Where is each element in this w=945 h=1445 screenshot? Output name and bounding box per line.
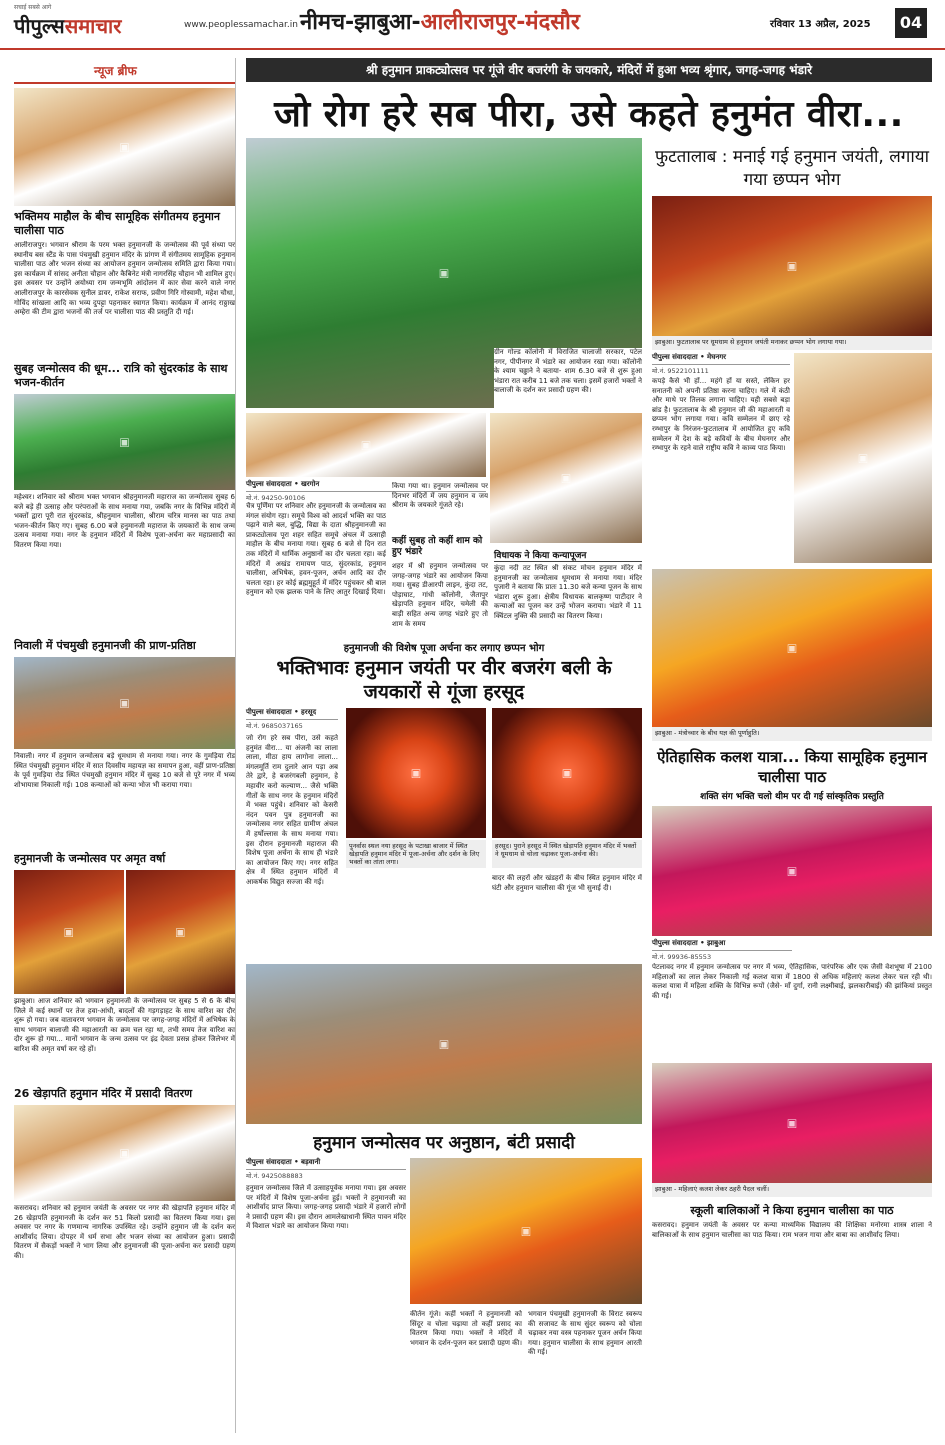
kalash-subhead: शक्ति संग भक्ति चलो थीम पर दी गई सांस्कृतिक प्रस्तुति bbox=[700, 792, 884, 802]
prasadi-photo bbox=[14, 1105, 235, 1201]
harsud-mobile: मो.नं. 9685037165 bbox=[246, 722, 303, 730]
brief1-headline: भक्तिमय माहौल के बीच सामूहिक संगीतमय हनुमान चालीसा पाठ bbox=[14, 210, 221, 237]
photo-icon: ▣ bbox=[119, 1146, 130, 1160]
kalash-headline: ऐतिहासिक कलश यात्रा... किया सामूहिक हनुमान चालीसा पाठ bbox=[657, 748, 927, 786]
photo-icon: ▣ bbox=[520, 1224, 532, 1238]
photo-icon: ▣ bbox=[175, 925, 186, 939]
bhajan-photo bbox=[14, 88, 235, 206]
edition-title-part1: नीमच-झाबुआ- bbox=[300, 10, 421, 35]
logo-block bbox=[14, 4, 298, 46]
temple-photo-1 bbox=[14, 870, 124, 994]
kalash-body: पेटलावद नगर में हनुमान जन्मोत्सव पर नगर में भव्य, ऐतिहासिक, पारंपरिक और एक जैसी वेशभूषा में 2100 महिलाओं का लाल लेकर निकाली गई कलश यात्रा में 1800 से अधिक महिलाएं कलश लेकर चल रही थी। कलश यात्रा में महिला शक्ति के विभिन्न रूपों (जैसे- माँ दुर्गा, रानी लक्ष्मीबाई, झलकारीबाई) की झांकियां प्रस्तुत की गई। bbox=[652, 963, 932, 1000]
kalash-reporter: पीपुल्स संवाददाता • झाबुआ bbox=[652, 939, 792, 951]
harsud-reporter: पीपुल्स संवाददाता • हरसूद bbox=[246, 708, 338, 720]
chappan-bhog-photo bbox=[652, 196, 932, 336]
issue-date: रविवार 13 अप्रैल, 2025 bbox=[770, 19, 871, 30]
anushthan-photo bbox=[410, 1158, 642, 1304]
harsud-extra: बादर की लहरों और खंडहरों के बीच स्थित हनुमान मंदिर में घंटी और हनुमान चालीसा की गूंज भी सुनाई दी। bbox=[492, 874, 642, 892]
logo-tagline: सचाई सबसे आगे bbox=[14, 4, 52, 11]
photo-icon: ▣ bbox=[438, 266, 450, 280]
futtalab-reporter: पीपुल्स संवाददाता • मेघनगर bbox=[652, 353, 790, 365]
pran-pratishtha-photo bbox=[14, 657, 235, 749]
sundarkand-photo bbox=[14, 394, 235, 490]
barwani-col3: भगवान पंचमुखी हनुमानजी के विराट स्वरूप की सजावट के साथ सुंदर स्वरूप को चोला चढ़ाकर नया वस्त्र पहनाकर पूजन अर्चन किया गया। हनुमान चालीसा के साथ हनुमान आरती की गई। bbox=[528, 1310, 642, 1357]
barwani-mobile: मो.नं. 9425088883 bbox=[246, 1172, 303, 1180]
photo-icon: ▣ bbox=[410, 766, 422, 780]
futtalab-caption: झाबुआ। फुटतालाब पर धूमधाम से हनुमान जयंती मनाकर छप्पन भोग लगाया गया। bbox=[652, 336, 932, 350]
brief4-photos bbox=[14, 870, 235, 994]
photo-icon: ▣ bbox=[786, 1116, 798, 1130]
photo-icon: ▣ bbox=[119, 435, 130, 449]
brief2-body: महेश्वर। शनिवार को श्रीराम भक्त भगवान श्रीहनुमानजी महाराज का जन्मोत्सव सुबह 6 बजे बड़े ही उत्साह और परंपराओं के साथ मनाया गया, जबकि नगर के विभिन्न मंदिरों में भक्तों द्वारा पूरी रात सुंदरकांड, श्रीहनुमान चालीसा, श्रीराम चरित्र मानस का पाठ तथा भजन-कीर्तन किए गए। सुबह 6.00 बजे हनुमानजी महाराज के जयकारों के साथ जन्म उत्सव मनाया गया। नगर के हनुमान मंदिरों में विशेष पूजा-अर्चना कर महाप्रसादी का वितरण किया गया। bbox=[14, 493, 235, 549]
brief5-headline: 26 खेड़ापति हनुमान मंदिर में प्रसादी वितरण bbox=[14, 1087, 193, 1100]
harsud-byline bbox=[246, 708, 338, 730]
barwani-headline: हनुमान जन्मोत्सव पर अनुष्ठान, बंटी प्रसादी bbox=[313, 1133, 575, 1153]
harsud-caption-1: पुनर्वास स्थल नया हरसूद के पटाखा बाजार में स्थित खेड़ापति हनुमान मंदिर में पूजा-अर्चना और दर्शन के लिए भक्तों का तांता लगा। bbox=[346, 840, 486, 868]
futtalab-col1 bbox=[652, 353, 790, 563]
edition-title bbox=[300, 6, 580, 36]
brief3-body: निवाली। नगर में हनुमान जन्मोत्सव बड़े धूमधाम से मनाया गया। नगर के गुमड़िया रोड स्थित पंचमुखी हनुमान मंदिर में सात दिवसीय महायज्ञ का समापन हुआ, वहीं प्राण-प्रतिष्ठा के पूर्व गुमड़िया रोड स्थित पंचमुखी हनुमान मंदिर में सुबह 10 बजे से पूरे नगर में भव्य शोभायात्रा निकाली गई। 108 कन्याओं को कन्या भोज भी कराया गया। bbox=[14, 752, 235, 789]
vidhayak-box bbox=[494, 548, 642, 642]
barwani-col2: कीर्तन गूंजे। कहीं भक्तों ने हनुमानजी को सिंदूर व चोला चढ़ाया तो कहीं प्रसाद का वितरण किया गया। भक्तों ने मंदिरों में भगवान के दर्शन-पूजन कर प्रसादी ग्रहण की। bbox=[410, 1310, 522, 1347]
yajna-photo bbox=[652, 569, 932, 727]
green-gold-body: ग्रीन गोल्ड कॉलोनी में विराजित चालाजी सरकार, पटेल नगर, पीपीनगर में भंडारे का आयोजन रखा गया। कॉलोनी के श्याम चढ्ढाने ने बताया- शाम 6.30 बजे से शुरू हुआ भंडारा रात करीब 11 बजे तक चला। इसमें हजारों भक्तों ने बालाजी के दर्शन कर प्रसादी ग्रहण की। bbox=[494, 348, 642, 412]
photo-icon: ▣ bbox=[63, 925, 74, 939]
harsud-kicker: हनुमानजी की विशेष पूजा अर्चना कर लगाए छप्पन भोग bbox=[343, 643, 545, 654]
devotees-photo bbox=[246, 413, 486, 477]
vidhayak-headline: विधायक ने किया कन्यापूजन bbox=[494, 548, 642, 562]
kavi-sammelan-photo bbox=[794, 353, 932, 563]
barwani-reporter: पीपुल्स संवाददाता • बड़वानी bbox=[246, 1158, 406, 1170]
site-url: www.peoplessamachar.in bbox=[184, 20, 298, 30]
barwani-photo bbox=[246, 964, 642, 1124]
khargone-body: चैत्र पूर्णिमा पर शनिवार और हनुमानजी के जन्मोत्सव का मंगल संयोग रहा। समूचे विश्व को आदर्श भक्ति का पाठ पढ़ाने वाले बल, बुद्धि, विद्या के दाता श्रीहनुमानजी का प्राकट्योत्सव पूरा शहर सहित समूचे अंचल में उत्साही माहौल के बीच मनाया गया। सुबह 6 बजे से दिन रात तक मंदिरों में धार्मिक अनुष्ठानों का दौर चलता रहा। कई मंदिरों में अखंड रामायण पाठ, सुंदरकांड, हनुमान चालीसा, अभिषेक, हवन-पूजन, अर्चन आदि का दौर चलता रहा। हर कोई ब्रह्ममुहूर्त में मंदिर पहुंचकर श्री बाल हनुमान को एक झलक पाने के लिए आतुर दिखाई दिया। bbox=[246, 502, 386, 597]
news-brief-column bbox=[14, 58, 236, 1433]
brief3-headline: निवाली में पंचमुखी हनुमानजी की प्राण-प्रतिष्ठा bbox=[14, 639, 196, 652]
brief4-body: झाबुआ। आज शनिवार को भगवान हनुमानजी के जन्मोत्सव पर सुबह 5 से 6 के बीच जिले में कई स्थानों पर तेज हवा-आंधी, बादलों की गड़गड़ाहट के साथ वारिश का दौर शुरू हो गया। जब वातावरण भगवान के जन्मोत्सव पर जगह-जगह मंदिरों में अभिषेक के साथ भगवान बालाजी की महाआरती का क्रम चल रहा था, तभी समय तेज वारिश का दौर शुरू हो गया... मानों भगवान के जन्म उत्सव पर इंद्र देवता प्रसन्न होकर जिलेभर में बारिश की अमृत वर्षा कर रहे हों। bbox=[14, 997, 235, 1053]
right-column bbox=[652, 146, 932, 1281]
futtalab-mobile: मो.नं. 9522101111 bbox=[652, 367, 709, 375]
harsud-idol-photo-2 bbox=[492, 708, 642, 838]
photo-icon: ▣ bbox=[786, 864, 798, 878]
kalash-yatra-photo bbox=[652, 806, 932, 936]
women-caption: झाबुआ - महिलाएं कलश लेकर ठहरी पैदल चलीं। bbox=[652, 1183, 932, 1197]
khargone-mobile: मो.नं. 94250-90106 bbox=[246, 494, 306, 502]
school-headline: स्कूली बालिकाओं ने किया हनुमान चालीसा का पाठ bbox=[690, 1204, 894, 1217]
kanya-pujan-photo bbox=[490, 413, 642, 543]
news-brief-label: न्यूज ब्रीफ bbox=[94, 64, 137, 78]
brief1-body: आलीराजपुर। भगवान श्रीराम के परम भक्त हनुमानजी के जन्मोत्सव की पूर्व संध्या पर स्थानीय बस स्टैंड के पास पंचमुखी हनुमान मंदिर के प्रांगण में संगीतमय सामूहिक हनुमान चालीसा पाठ और भजन संध्या का आयोजन हनुमान जन्मोत्सव समिति द्वारा किया गया। इस कार्यक्रम में सांसद अनीता चौहान और कैबिनेट मंत्री नागरसिंह चौहान भी शामिल हुए। इस अवसर पर उन्होंने अयोध्या राम जन्मभूमि आंदोलन में कार सेवा करने वाले नगर आलीराजपुर के कारसेवक सुनील डावर, राकेश सराफ, प्रवीण गिरि गोस्वामी, महेश चौधा, गोविंद सांखला आदि का भव्य दुपट्टा पहनाकर स्वागत किया। कार्यक्रम में आनंद राठ्ठाख अम्हेरा की टीम द्वारा भजनों की तर्ज पर चालीसा पाठ की प्रस्तुति दी गई। bbox=[14, 241, 235, 317]
harsud-idol-photo-1 bbox=[346, 708, 486, 838]
brief2-headline: सुबह जन्मोत्सव की धूम... रात्रि को सुंदरकांड के साथ भजन-कीर्तन bbox=[14, 362, 228, 389]
women-kalash-photo bbox=[652, 1063, 932, 1183]
bhandara-subhead: कहीं सुबह तो कहीं शाम को हुए भंडारे bbox=[392, 536, 483, 557]
photo-icon: ▣ bbox=[438, 1037, 450, 1051]
kalash-byline bbox=[652, 939, 792, 961]
bhandara-body: शहर में श्री हनुमान जन्मोत्सव पर जगह-जगह भंडारे का आयोजन किया गया। सुबह डीआरपी लाइन, कुंदा तट, पोड़ाघाट, गांधी कॉलोनी, जैतापुर खेड़ापति हनुमान मंदिर, चमेली की बाड़ी सहित अन्य जगह भंडारे हुए तो शाम के समय bbox=[392, 562, 488, 628]
futtalab-headline: फुटतालाब : मनाई गई हनुमान जयंती, लगाया गया छप्पन भोग bbox=[654, 147, 930, 190]
logo-part2: समाचार bbox=[64, 14, 122, 38]
edition-title-part2: आलीराजपुर-मंदसौर bbox=[420, 10, 580, 35]
yajna-caption: झाबुआ - मंत्रोच्चार के बीच यज्ञ की पूर्णाहुति। bbox=[652, 727, 932, 741]
photo-icon: ▣ bbox=[360, 438, 372, 452]
school-body: कसरावद। हनुमान जयंती के अवसर पर कन्या माध्यमिक विद्यालय की शिक्षिका मनोरमा शास्त्र शाला ने बालिकाओं के साथ हनुमान चालीसा का पाठ किया। राम भजन गाया और बाबा का आशीर्वाद लिया। bbox=[652, 1221, 932, 1239]
photo-icon: ▣ bbox=[119, 140, 130, 154]
photo-icon: ▣ bbox=[560, 471, 572, 485]
harsud-caption-2: हरसूद। पुराने हरसूद में स्थित खेड़ापति हनुमान मंदिर में भक्तों ने धूमधाम से चोला चढ़ाकर पूजा-अर्चना की। bbox=[492, 840, 642, 868]
photo-icon: ▣ bbox=[119, 696, 130, 710]
photo-icon: ▣ bbox=[786, 259, 798, 273]
vidhayak-body: कुंदा नदी तट स्थित श्री संकट मोचन हनुमान मंदिर में हनुमानजी का जन्मोत्सव धूमधाम से मनाया गया। मंदिर पुजारी ने बताया कि प्रातः 11.30 बजे कन्या पूजन के साथ भंडारा शुरू हुआ। क्षेत्रीय विधायक बालकृष्ण पाटीदार ने कन्याओं का पूजन कर उन्हें भोजन कराया। भंडारे में 11 क्विंटल नुक्ति की प्रसादी का वितरण किया। bbox=[494, 564, 642, 620]
masthead bbox=[0, 0, 945, 50]
khargone-caption: किया गया था। हनुमान जन्मोत्सव पर दिनभर मंदिरों में जय हनुमान व जय श्रीराम के जयकारे गूंजते रहे। bbox=[392, 482, 488, 510]
harsud-headline: भक्तिभावः हनुमान जयंती पर वीर बजरंग बली के जयकारों से गूंजा हरसूद bbox=[276, 657, 612, 703]
futtalab-body: कपड़े कैसे भी हों... महंगे हों या सस्ते, लेकिन हर सनातनी को अपनी प्रतिष्ठा करना चाहिए। गले में कंठी और माथे पर तिलक लगाना चाहिए। यही सबसे बड़ा ब्रांड है। फुटतालाब के श्री हनुमान जी की महाआरती व छप्पन भोग लगाया गया। कवि सम्मेलन में छाए रहे रम्भापुर के निरंजन-फुटतालाब में आयोजित हुए कवि सम्मेलन में देश के बड़े कवियों के बीच मेघनगर और रम्भापुर के रहने वाले राष्ट्रीय कवि ने काव्य पाठ किया। bbox=[652, 377, 790, 453]
harsud-body: जो रोग हरे सब पीरा, उसे कहते हनुमंत वीरा... या अंजनी का लाला लाला, मीठा हाय लागोना लाला... मंगलमूर्ति राम दुलारे आन पड़ा अब तेरे द्वारे, हे बजरंगबली हनुमान, हे महावीर करो कल्याण... जैसे भक्ति गीतों के साथ नगर के हनुमान मंदिरों में भक्त पहुंचे। शनिवार को केसरी नंदन पवन पुत्र हनुमानजी का जन्मोत्सव नगर सहित ग्रामीण अंचल में हर्षोल्लास के साथ मनाया गया। इस दौरान हनुमानजी महाराज की विशेष पूजा अर्चना के साथ ही भंडारे का आयोजन किए गए। नगर सहित क्षेत्र में स्थित हनुमान मंदिरों में आकर्षक विद्युत सज्जा की गई। bbox=[246, 734, 338, 886]
barwani-body: हनुमान जन्मोत्सव जिले में उत्साहपूर्वक मनाया गया। इस अवसर पर मंदिरों में विशेष पूजा-अर्चना हुई। भक्तों ने हनुमानजी का आशीर्वाद प्राप्त किया। जगह-जगह प्रसादी भंडारे में हजारों लोगों ने प्रसादी ग्रहण की। इस दौरान आमलेखाधानी स्थित पावन मंदिर में विशाल भंडारे का आयोजन किया गया। bbox=[246, 1184, 406, 1231]
photo-icon: ▣ bbox=[857, 451, 869, 465]
page-number: 04 bbox=[895, 8, 927, 38]
brief4-headline: हनुमानजी के जन्मोत्सव पर अमृत वर्षा bbox=[14, 852, 166, 865]
logo-part1: पीपुल्स bbox=[14, 14, 65, 38]
futtalab-story bbox=[652, 353, 932, 563]
main-stories bbox=[246, 58, 932, 1433]
lead-headline: जो रोग हरे सब पीरा, उसे कहते हनुमंत वीरा... bbox=[274, 94, 904, 135]
barwani-byline bbox=[246, 1158, 406, 1180]
khargone-reporter: पीपुल्स संवाददाता • खरगोन bbox=[246, 480, 486, 492]
news-brief-header bbox=[14, 58, 235, 84]
photo-icon: ▣ bbox=[561, 766, 573, 780]
temple-photo-2 bbox=[126, 870, 236, 994]
kalash-mobile: मो.नं. 99936-85553 bbox=[652, 953, 712, 961]
brief5-body: कसरावद। शनिवार को हनुमान जयंती के अवसर पर नगर की खेड़ापति हनुमान मंदिर में 26 खेड़ापति हनुमानजी के दर्शन कर 51 किलो प्रसादी का वितरण किया गया। इस अवसर पर नगर के गणमान्य नागरिक उपस्थित रहे। उन्होंने हनुमान जी के दर्शन कर आशीर्वाद लिया। दोपहर में धर्म सभा और भजन संध्या का आयोजन हुआ। प्रसादी वितरण में सैकड़ों भक्तों ने भाग लिया और हनुमानजी की पूजा-अर्चना कर प्रसादी ग्रहण की। bbox=[14, 1204, 235, 1260]
photo-icon: ▣ bbox=[786, 641, 798, 655]
lead-kicker: श्री हनुमान प्राकट्योत्सव पर गूंजे वीर बजरंगी के जयकारे, मंदिरों में हुआ भव्य श्रृंगार, जगह-जगह भंडारे bbox=[246, 58, 932, 82]
